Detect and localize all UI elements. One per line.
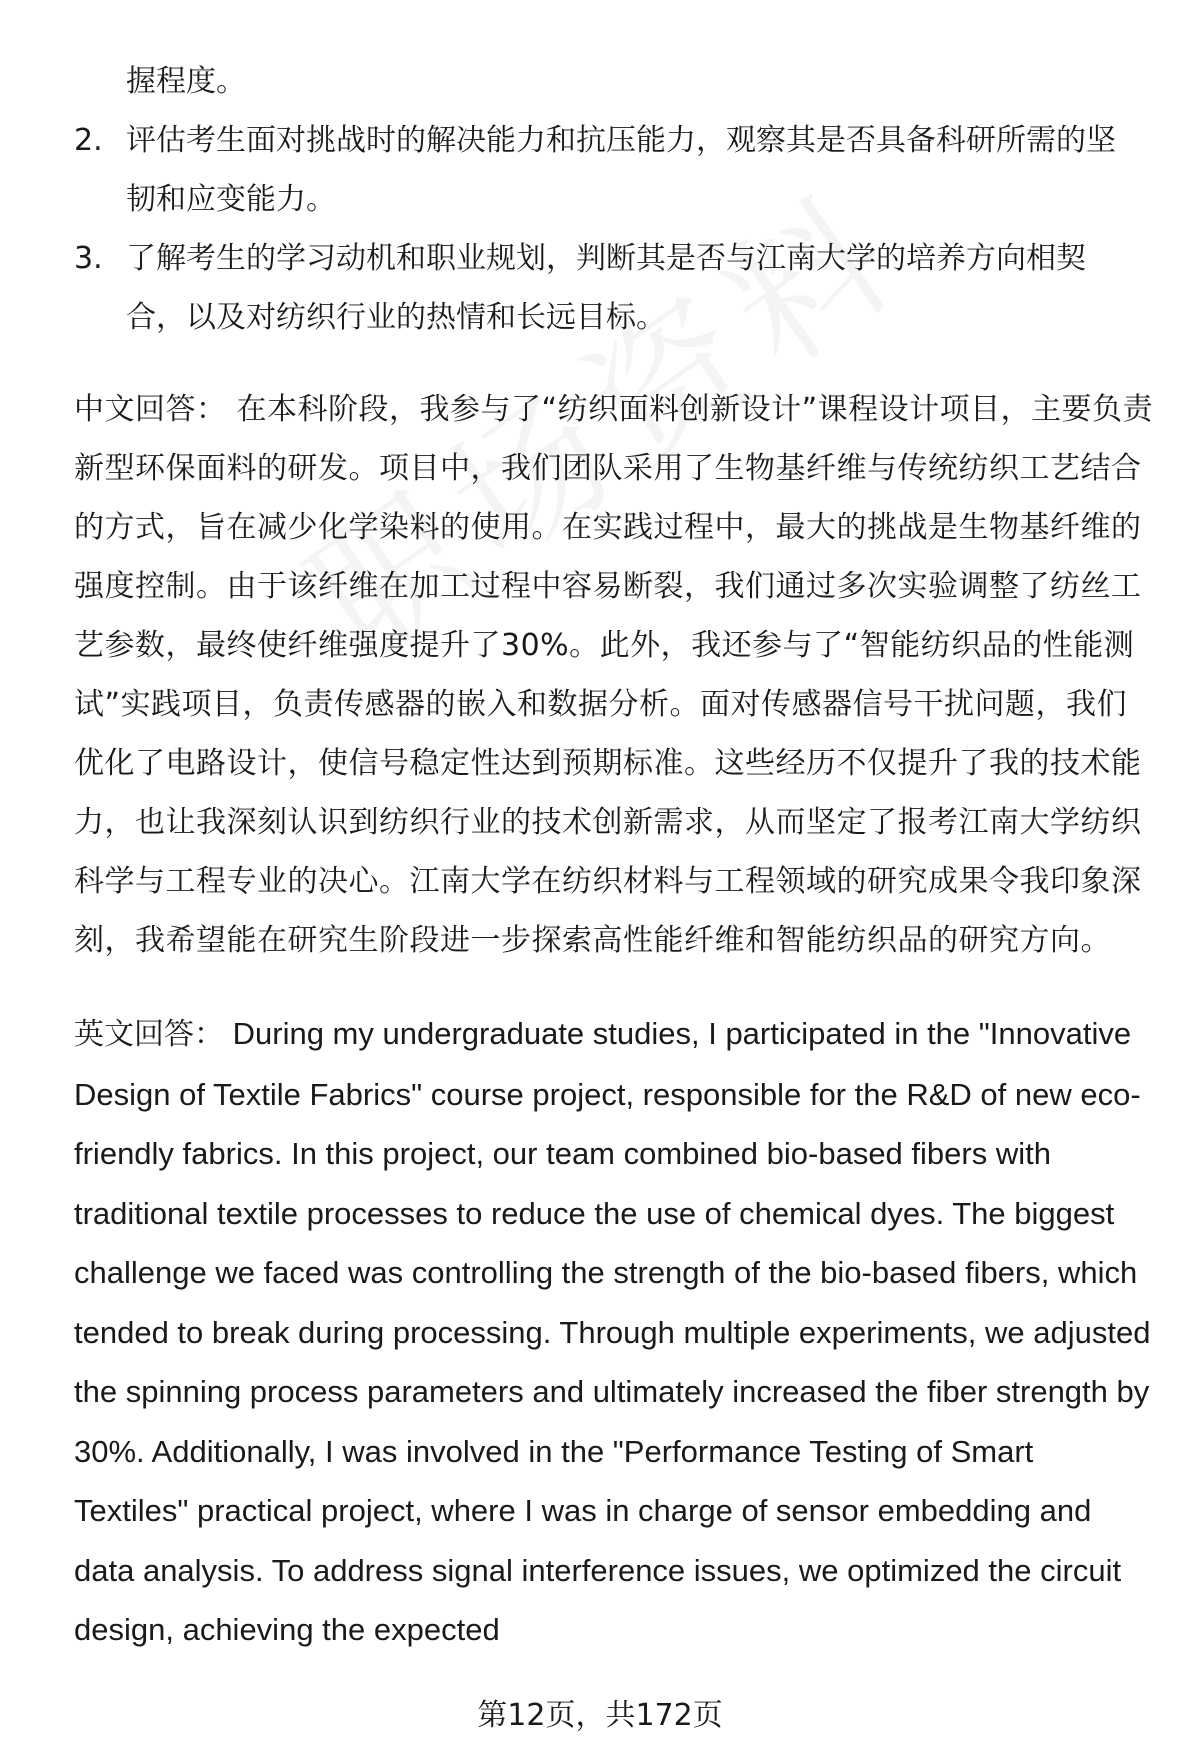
english-answer-paragraph xyxy=(74,1004,1154,1660)
list-item xyxy=(74,229,1154,347)
chinese-answer-label: 中文回答： xyxy=(74,392,227,427)
list-item xyxy=(74,111,1154,229)
page-number-footer: 第12页，共172页 xyxy=(477,1698,723,1733)
list-item-number: 3. xyxy=(74,241,103,276)
criteria-list xyxy=(74,52,1154,347)
english-answer-label: 英文回答： xyxy=(74,1017,224,1052)
english-answer-text: During my undergraduate studies, I participated in the "Innovative Design of Textile Fabrics" course project, responsible for the R&D of new eco-friendly fabrics. In this project, our team combined bio-based fibers with traditional textile processes to reduce the use of chemical dyes. The biggest challenge we faced was controlling the strength of the bio-based fibers, which tended to break during processing. Through multiple experiments, we adjusted the spinning process parameters and ultimately increased the fiber strength by 30%. Additionally, I was involved in the "Performance Testing of Smart Textiles" practical project, where I was in charge of sensor embedding and data analysis. To address signal interference issues, we optimized the circuit design, achieving the expected xyxy=(74,1016,1151,1647)
list-continuation: 握程度。 xyxy=(126,64,246,99)
list-item-text: 评估考生面对挑战时的解决能力和抗压能力，观察其是否具备科研所需的坚韧和应变能力。 xyxy=(126,123,1116,217)
list-item-number: 2. xyxy=(74,123,103,158)
list-item-text: 了解考生的学习动机和职业规划，判断其是否与江南大学的培养方向相契合，以及对纺织行业的热情和长远目标。 xyxy=(126,241,1086,335)
chinese-answer-paragraph xyxy=(74,380,1154,970)
chinese-answer-text: 在本科阶段，我参与了“纺织面料创新设计”课程设计项目，主要负责新型环保面料的研发。项目中，我们团队采用了生物基纤维与传统纺织工艺结合的方式，旨在减少化学染料的使用。在实践过程中，最大的挑战是生物基纤维的强度控制。由于该纤维在加工过程中容易断裂，我们通过多次实验调整了纺丝工艺参数，最终使纤维强度提升了30%。此外，我还参与了“智能纺织品的性能测试”实践项目，负责传感器的嵌入和数据分析。面对传感器信号干扰问题，我们优化了电路设计，使信号稳定性达到预期标准。这些经历不仅提升了我的技术能力，也让我深刻认识到纺织行业的技术创新需求，从而坚定了报考江南大学纺织科学与工程专业的决心。江南大学在纺织材料与工程领域的研究成果令我印象深刻，我希望能在研究生阶段进一步探索高性能纤维和智能纺织品的研究方向。 xyxy=(74,392,1154,958)
